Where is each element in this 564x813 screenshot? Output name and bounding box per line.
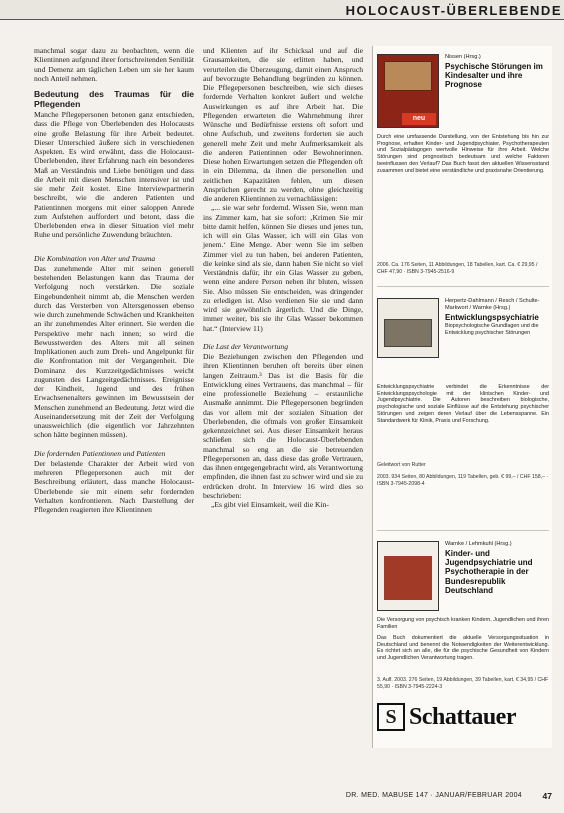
divider: [377, 286, 549, 287]
interview-quote: „... sie war sehr fordernd. Wissen Sie, wenn man ins Zimmer kam, hat sie sofort: ‚Krimen Sie mir bitte damit helfen, können Sie dieses und jenes tun, ich will ein Glas Wasser, ich will ein Glas von jenem.‘ Eine Menge. Aber wenn Sie im selben Zimmer viel zu tun haben, bei anderen Patienten, die keinke sind als sie, dann haben Sie nicht so viel Verständnis dafür, ihr ein Glas Wasser zu geben, wenn eine andere Person neben ihr bluten, wissen Sie. Also müssen Sie entscheiden, was dringender zu erledigen ist. Also verdienen Sie sie und dann wird sie gewöhnlich ärgerlich. Und die Dinge, immer weiter, bis sie ihr Glas Wasser bekommen hat.“ (Interview 11): [203, 203, 363, 333]
paragraph-continuation: und Klienten auf ihr Schicksal und auf die Grausamkeiten, die sie erlitten haben, und verurteilen die Überzeugung, damit einen Anspruch auf bevorzugte Behandlung begründen zu können. Die Pflegepersonen beschreiben, wie sich dieses fordernde Verhalten konkret äußert und welche Auswirkungen es auf ihre Arbeit hat. Die Pflegenden erwarteten die Wahrnehmung ihrer Wünsche und Bedürfnisse erstens oft sofort und ohne Aufschub, und zweitens forderten sie auch generell mehr Zeit und mehr Aufmerksamkeit als die anderen Patientinnen oder Bewohnerinnen. Diese hohen Erwartungen setzen die Pflegenden oft in ein Dilemma, da ihnen die personellen und zeitlichen Kapazitäten fehlen, um diesen Ansprüchen gerecht zu werden, ohne gleichzeitig die anderen Klientinnen zu vernachlässigen:: [203, 46, 363, 203]
paragraph-bedeutung: Manche Pflegepersonen betonen ganz entschieden, dass die Pflege von Überlebenden des Holocausts eine große Belastung für ihre Arbeit bedeutet. Dieser Unterschied äußere sich in verschiedenen Aspekten. Es wird erwähnt, dass die Holocaust-Überlebenden, ihrer Erfahrung nach ein besonderes Maß an Verständnis und Liebe benötigen und dass die Arbeit mit diesen Menschen intensiver ist und sie mehr Zeit kostet. Eine Interviewpartnerin beschreibt, wie die anderen Patienten und Patientinnen morgens mit einer saloppen Anrede zum Aufstehen auffordert und betont, dass die Überlebenden etwa in dieser Situation viel mehr Ruhe und persönliche Zuwendung bräuchten.: [34, 110, 194, 240]
book-cover-image: [377, 541, 439, 611]
new-badge: neu: [402, 113, 436, 125]
book-subtitle: Die Versorgung von psychisch kranken Kindern, Jugendlichen und ihren Familien: [377, 617, 550, 630]
book-price: 2006. Ca. 176 Seiten, 11 Abbildungen, 18 Tabellen, kart. Ca. € 29,95 / CHF 47,90 · ISBN 3-7945-2516-9: [377, 262, 538, 275]
book-price: 3. Aufl. 2003. 276 Seiten, 19 Abbildungen, 39 Tabellen, kart. € 34,95 / CHF 55,90 · ISBN 3-7945-2224-3: [377, 677, 549, 690]
divider: [377, 530, 549, 531]
publisher-name: Schattauer: [409, 703, 516, 730]
book-author: Warnke / Lehmkuhl (Hrsg.): [445, 541, 512, 547]
page-number: 47: [542, 791, 552, 801]
book-author: Nissen (Hrsg.): [445, 54, 481, 60]
page-footer: [0, 790, 564, 804]
publisher-ad-sidebar: [372, 46, 552, 748]
book-description: Das Buch dokumentiert die aktuelle Versorgungssituation in Deutschland und benennt die Notwendigkeiten der Weiterentwicklung. Es richtet sich an alle, die für die psychische Gesundheit von Kindern und Jugendlichen Verantwortung tragen.: [377, 635, 549, 662]
header-rule: [0, 19, 564, 20]
book-meta: [445, 298, 549, 336]
heading-fordernden: Die fordernden Patientinnen und Patienten: [34, 448, 166, 458]
book-cover-image: [377, 54, 439, 128]
publisher-logo[interactable]: [377, 700, 549, 734]
paragraph-kombination: Das zunehmende Alter mit seinen generell bestehenden Belastungen kann das Trauma der Verfolgung noch verstärken. Die soziale Eingebundenheit nimmt ab, die Menschen werden durch das Versterben von Altersgenossen ebenso wie durch zunehmende Schwächen und Krankheiten an ihr zunehmendes Alter erinnert. Sie werden die Perspektive mehr nach innen; so wird die Bewusstwerden des Alters mit all seinen Implikationen auch zum Dreh- und Angelpunkt für die Konfrontation mit der Vergangenheit. Die Dominanz des Kurzzeitgedächtnisses weicht zugunsten des Langzeitgedächtnisses. Ereignisse der Kindheit, Jugend und des frühen Erwachsenenalters gewinnen im Bewusstsein der Menschen zunehmend an Bedeutung. Jetzt wird die Auseinandersetzung mit der Zeit der Verfolgung unausweichlich (die eigentlich vor Jahrzehnten schon hätte beginnen müssen).: [34, 263, 194, 440]
paragraph-last: Die Beziehungen zwischen den Pflegenden und ihren Klientinnen beruhen oft bereits über einen langen Zeitraum.³ Das ist die Basis für die Entwicklung eines Vertrauens, das manchmal – für eine professionelle Beziehung – erstaunliche Ausmaße annimmt. Die Pflegepersonen begründen das vor allem mit der sozialen Situation der Überlebenden, die oftmals von großer Einsamkeit gekennzeichnet sei. Aus dieser Einsamkeit heraus schließen sich die Holocaust-Überlebenden manchmal so eng an die sie betreuenden Pflegepersonen an, dass diese das große Vertrauen, das ihnen entgegengebracht wird, als Verantwortung empfinden, die ihnen fast zu schwer wird und sie zu erdrücken droht. In Interview 16 wird dies so beschrieben:: [203, 352, 363, 500]
journal-reference: DR. MED. MABUSE 147 · JANUAR/FEBRUAR 2004: [345, 792, 522, 799]
heading-last: Die Last der Verantwortung: [203, 341, 289, 351]
text-column-left: [34, 46, 194, 514]
book-title: Kinder- und Jugendpsychiatrie und Psychotherapie in der Bundesrepublik Deutschland: [445, 549, 533, 595]
text-column-middle: [203, 46, 363, 509]
book-meta: [445, 54, 549, 90]
paragraph-intro: manchmal sogar dazu zu beobachten, wenn die Klientinnen aufgrund ihrer fortschreitenden Senilität und Demenz am täglichen Leben um sie her kaum noch Anteil nehmen.: [34, 46, 194, 83]
running-header-title: HOLOCAUST-ÜBERLEBENDE: [345, 3, 562, 18]
paragraph-last-quote: „Es gibt viel Einsamkeit, weil die Kin-: [211, 500, 329, 509]
book-author: Herpertz-Dahlmann / Resch / Schulte-Markwort / Warnke (Hrsg.): [445, 298, 540, 311]
book-price: 2003. 934 Seiten, 80 Abbildungen, 119 Tabellen, geb. € 99,– / CHF 158,– · ISBN 3-7945-2098-4: [377, 474, 549, 487]
heading-kombination: Die Kombination von Alter und Trauma: [34, 253, 156, 263]
book-meta: [445, 541, 549, 595]
book-description: Entwicklungspsychiatrie verbindet die Erkenntnisse der Entwicklungspsychologie mit der klinischen Kinder- und Jugendpsychiatrie. Die Autoren beschreiben biologische, psychologische und soziale Einflüsse auf die Entstehung psychischer Störungen und zeigen deren Verlauf über die Lebensspanne. Ein Standardwerk für Klinik, Praxis und Forschung.: [377, 384, 549, 424]
book-description: Durch eine umfassende Darstellung, von der Entstehung bis hin zur Prognose, erhalten Kinder- und Jugendpsychiater, Psychotherapeuten und Sozialpädagogen wertvolle Hinweise für ihre Arbeit. Welche Störungen sind prognostisch bedeutsam und welche Faktoren beeinflussen den Verlauf? Das Buch fasst den aktuellen Wissensstand zusammen und bietet eine verständliche und praxisnahe Orientierung.: [377, 134, 549, 174]
heading-bedeutung: Bedeutung des Traumas für die Pflegenden: [34, 89, 194, 109]
book-title: Psychische Störungen im Kindesalter und ihre Prognose: [445, 62, 543, 90]
book-title: Entwicklungspsychiatrie: [445, 313, 539, 322]
book-subtitle: Biopsychologische Grundlagen und die Entwicklung psychischer Störungen: [445, 323, 539, 336]
paragraph-fordernden: Der belastende Charakter der Arbeit wird von mehreren Pflegepersonen auch mit der Beschreibung erläutert, dass manche Holocaust-Überlebende sie mit einem sehr fordernden Verhalten konfrontieren. Nach Darstellung der Pflegenden reagierten ihre Klientinnen: [34, 458, 194, 514]
schattauer-logo-icon: S: [377, 703, 405, 731]
book-foreword: Geleitwort von Rutter: [377, 462, 426, 468]
book-cover-image: [377, 298, 439, 358]
